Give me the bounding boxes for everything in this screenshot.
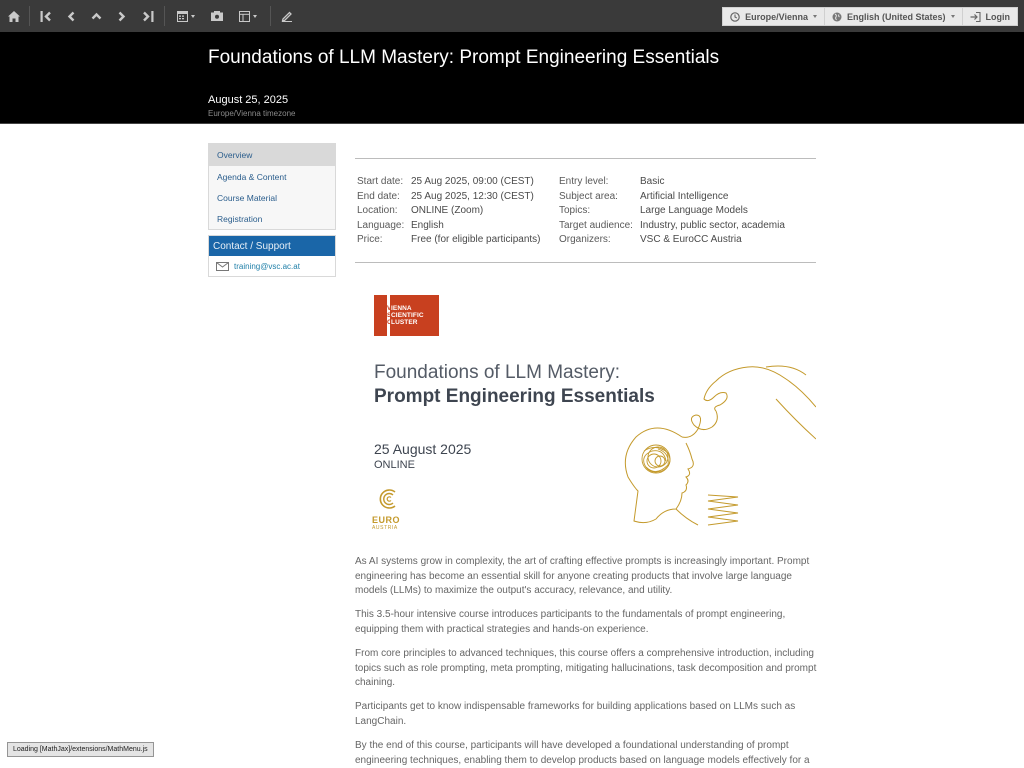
print-button[interactable] [209, 6, 225, 26]
contact-email-link[interactable] [209, 256, 335, 276]
contact-support-box [208, 235, 336, 277]
poster-date: 25 August 2025 [374, 441, 472, 457]
dropdown-caret-icon [191, 15, 195, 18]
course-description [355, 555, 819, 768]
last-page-icon [143, 11, 154, 22]
description-paragraph: From core principles to advanced techniques, this course offers a comprehensive introduction, including topics such as role prompting, meta prompting, mitigating hallucinations, task decomposition and prompt chaining. [355, 647, 817, 689]
menu-item-course-material[interactable]: Course Material [217, 192, 277, 203]
contact-heading: Contact / Support [209, 236, 335, 256]
timezone-label: Europe/Vienna [745, 11, 808, 22]
up-button[interactable] [88, 6, 104, 26]
chevron-right-icon [118, 11, 126, 22]
chevron-up-icon [91, 12, 102, 20]
globe-icon [832, 12, 842, 22]
event-details-left [357, 176, 541, 249]
poster-title-line1: Foundations of LLM Mastery: [374, 362, 621, 383]
timezone-selector[interactable] [723, 8, 824, 25]
dropdown-caret-icon [253, 15, 257, 18]
timezone-note: Europe/Vienna timezone [208, 109, 296, 118]
detail-subject-area: Subject area: Artificial Intelligence [559, 190, 729, 202]
event-header [0, 32, 1024, 124]
event-details-right [559, 176, 785, 249]
login-button[interactable] [962, 8, 1018, 25]
edit-button[interactable] [279, 6, 295, 26]
detail-target-audience: Target audience: Industry, public sector, academia [559, 219, 785, 231]
first-page-icon [40, 11, 51, 22]
clock-icon [730, 12, 740, 22]
detail-end-date: End date: 25 Aug 2025, 12:30 (CEST) [357, 190, 534, 202]
vsc-logo: V S C IENNA CIENTIFIC LUSTER [374, 295, 439, 336]
calendar-menu-button[interactable] [174, 6, 198, 26]
description-paragraph: As AI systems grow in complexity, the art of crafting effective prompts is increasingly important. Prompt engineering has become an essential skill for anyone creating products that involve large language models (LLMs) to maximize the output's accuracy, relevance, and utility. [355, 556, 810, 597]
contact-email[interactable]: training@vsc.ac.at [234, 261, 300, 271]
page-title: Foundations of LLM Mastery: Prompt Engineering Essentials [208, 47, 720, 68]
dropdown-caret-icon [951, 15, 955, 18]
details-bottom-divider [355, 262, 816, 263]
menu-item-agenda[interactable]: Agenda & Content [217, 171, 287, 182]
details-top-divider [355, 158, 816, 159]
head-illustration [616, 359, 816, 529]
detail-entry-level: Entry level: Basic [559, 176, 665, 187]
description-paragraph: By the end of this course, participants will have developed a foundational understanding of prompt engineering techniques, enabling them to develop products based on language models effectively for a [355, 739, 810, 766]
language-selector[interactable] [824, 8, 962, 25]
menu-item-overview[interactable]: Overview [209, 144, 335, 166]
next-button[interactable] [114, 6, 130, 26]
description-paragraph: Participants get to know indispensable frameworks for building applications based on LLMs such as LangChain. [355, 701, 796, 727]
layout-menu-button[interactable] [236, 6, 260, 26]
header-divider [0, 123, 1024, 124]
toolbar-separator [270, 6, 271, 26]
detail-start-date: Start date: 25 Aug 2025, 09:00 (CEST) [357, 176, 534, 187]
login-label: Login [985, 11, 1010, 22]
language-label: English (United States) [846, 11, 946, 22]
toolbar-separator [29, 6, 30, 26]
top-toolbar [0, 0, 1024, 32]
eurocc-c-icon [376, 488, 402, 510]
dropdown-caret-icon [813, 15, 817, 18]
first-page-button[interactable] [37, 6, 53, 26]
layout-icon [239, 11, 250, 22]
previous-button[interactable] [63, 6, 79, 26]
chevron-left-icon [67, 11, 75, 22]
detail-language: Language: English [357, 219, 444, 231]
home-icon [8, 11, 20, 22]
event-menu [208, 143, 336, 230]
calendar-icon [177, 11, 188, 22]
envelope-icon [216, 262, 229, 271]
eurocc-austria-logo: EURO AUSTRIA [372, 488, 412, 531]
menu-item-registration[interactable]: Registration [217, 213, 263, 224]
course-poster [358, 283, 820, 533]
detail-organizers: Organizers: VSC & EuroCC Austria [559, 234, 742, 245]
print-icon [211, 11, 223, 21]
poster-mode: ONLINE [374, 459, 415, 471]
home-button[interactable] [6, 6, 22, 26]
mathjax-loading-status: Loading [MathJax]/extensions/MathMenu.js [7, 742, 154, 757]
event-date: August 25, 2025 [208, 94, 289, 106]
login-icon [970, 12, 981, 22]
toolbar-separator [164, 6, 165, 26]
detail-topics: Topics: Large Language Models [559, 205, 748, 216]
detail-location: Location: ONLINE (Zoom) [357, 205, 484, 216]
last-page-button[interactable] [140, 6, 156, 26]
session-controls [722, 7, 1018, 26]
poster-title-line2: Prompt Engineering Essentials [374, 386, 655, 407]
edit-icon [281, 10, 293, 22]
detail-price: Price: Free (for eligible participants) [357, 234, 541, 245]
description-paragraph: This 3.5-hour intensive course introduces participants to the fundamentals of prompt engineering, equipping them with practical strategies and hands-on experience. [355, 609, 786, 635]
